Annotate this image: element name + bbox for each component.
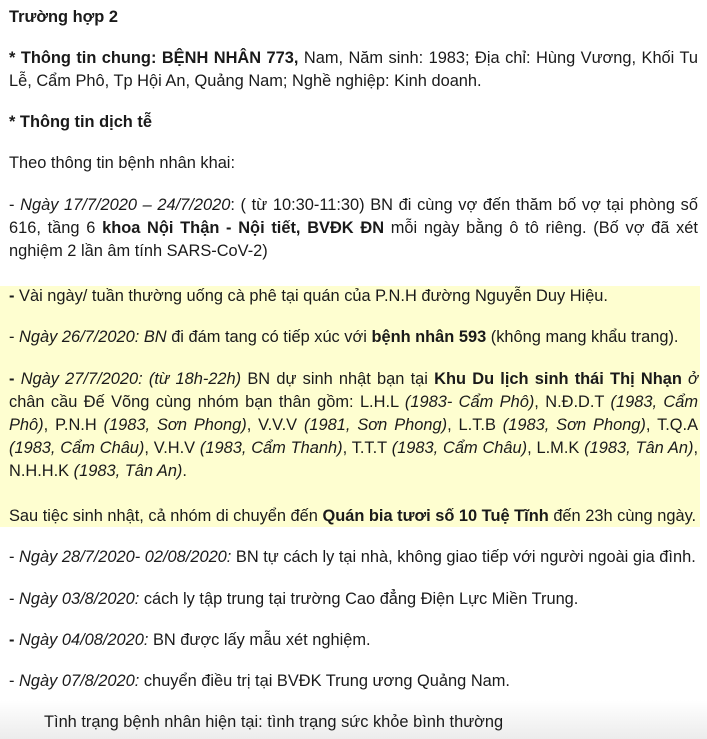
event-date: Ngày 17/7/2020 – 24/7/2020 — [20, 196, 231, 214]
event-date: Ngày 07/8/2020: — [19, 672, 140, 690]
contact-name: N.Đ.D.T — [545, 393, 611, 411]
contacts-list: L.H.L (1983- Cẩm Phô), N.Đ.D.T (1983, Cẩm Phô), P.N.H (1983, Sơn Phong), V.V.V (1981, Sơn Phong), L.T.B (1983, Sơn Phong), T.Q.A (1983, Cẩm Châu), V.H.V (1983, Cẩm Thanh), T.T.T (1983, Cẩm Châu), L.M.K (1983, Tân An), N.H.H.K (1983, Tân An). — [9, 393, 699, 480]
event-date: Ngày 03/8/2020: — [19, 590, 140, 608]
contact-name: V.V.V — [258, 416, 304, 434]
contact-info: (1983, Cẩm Châu) — [9, 439, 145, 457]
case-title: Trường hợp 2 — [9, 8, 118, 26]
contact-info: (1983, Cẩm Thanh) — [199, 439, 343, 457]
contact-info: (1981, Sơn Phong) — [303, 416, 448, 434]
contact-name: P.N.H — [55, 416, 104, 434]
contact-info: (1983- Cẩm Phô) — [404, 393, 535, 411]
epidemiology-heading: * Thông tin dịch tễ — [9, 113, 152, 131]
event-item: - Ngày 26/7/2020: BN đi đám tang có tiếp xúc với bệnh nhân 593 (không mang khẩu trang). — [9, 328, 679, 346]
contact-info: (1983, Cẩm Phô) — [9, 393, 699, 434]
contact-name: N.H.H.K — [9, 462, 74, 480]
event-date: Ngày 04/08/2020: — [19, 631, 149, 649]
general-info-label: * Thông tin chung: BỆNH NHÂN 773, — [9, 49, 299, 67]
contact-info: (1983, Cẩm Châu) — [391, 439, 528, 457]
general-info — [9, 47, 698, 93]
contact-name: T.T.T — [351, 439, 392, 457]
event-item: - Ngày 27/7/2020: (từ 18h-22h) BN dự sinh nhật bạn tại Khu Du lịch sinh thái Thị Nhạn ở chân cầu Đế Võng cùng nhóm bạn thân gồm: L.H.L (1983- Cẩm Phô), N.Đ.D.T (1983, Cẩm Phô), P.N.H (1983, Sơn Phong), V.V.V (1981, Sơn Phong), L.T.B (1983, Sơn Phong), T.Q.A (1983, Cẩm Châu), V.H.V (1983, Cẩm Thanh), T.T.T (1983, Cẩm Châu), L.M.K (1983, Tân An), N.H.H.K (1983, Tân An). — [9, 370, 699, 480]
contact-name: T.Q.A — [657, 416, 699, 434]
contact-name: L.H.L — [359, 393, 405, 411]
event-item: Sau tiệc sinh nhật, cả nhóm di chuyển đến Quán bia tươi số 10 Tuệ Tĩnh đến 23h cùng ngày. — [9, 507, 697, 525]
contact-name: L.T.B — [458, 416, 503, 434]
event-item: - Ngày 04/08/2020: BN được lấy mẫu xét nghiệm. — [9, 631, 371, 649]
contact-info: (1983, Sơn Phong) — [103, 416, 247, 434]
contact-info: (1983, Sơn Phong) — [502, 416, 646, 434]
event-date: Ngày 28/7/2020- 02/08/2020: — [19, 548, 232, 566]
event-item: - Ngày 03/8/2020: cách ly tập trung tại trường Cao đẳng Điện Lực Miền Trung. — [9, 590, 579, 608]
contact-name: L.M.K — [536, 439, 585, 457]
event-item: - Vài ngày/ tuần thường uống cà phê tại quán của P.N.H đường Nguyễn Duy Hiệu. — [9, 287, 608, 305]
event-date: Ngày 26/7/2020: BN — [19, 328, 167, 346]
contact-name: V.H.V — [153, 439, 200, 457]
intro-text: Theo thông tin bệnh nhân khai: — [9, 154, 236, 172]
event-date: Ngày 27/7/2020: (từ 18h-22h) — [20, 370, 242, 388]
event-item: - Ngày 28/7/2020- 02/08/2020: BN tự cách ly tại nhà, không giao tiếp với người ngoài gia đình. — [9, 548, 696, 566]
event-item: - Ngày 07/8/2020: chuyển điều trị tại BVĐK Trung ương Quảng Nam. — [9, 672, 510, 690]
patient-status: Tình trạng bệnh nhân hiện tại: tình trạng sức khỏe bình thường — [44, 713, 504, 731]
contact-info: (1983, Tân An) — [73, 462, 183, 480]
general-info-text: Nam, Năm sinh: 1983; Địa chỉ: Hùng Vương, Khối Tu Lễ, Cẩm Phô, Tp Hội An, Quảng Nam; Nghề nghiệp: Kinh doanh. — [9, 49, 698, 90]
contact-info: (1983, Tân An) — [584, 439, 694, 457]
event-item: - Ngày 17/7/2020 – 24/7/2020: ( từ 10:30-11:30) BN đi cùng vợ đến thăm bố vợ tại phòng số 616, tầng 6 khoa Nội Thận - Nội tiết, BVĐK ĐN mỗi ngày bằng ô tô riêng. (Bố vợ đã xét nghiệm 2 lần âm tính SARS-CoV-2) — [9, 196, 698, 260]
